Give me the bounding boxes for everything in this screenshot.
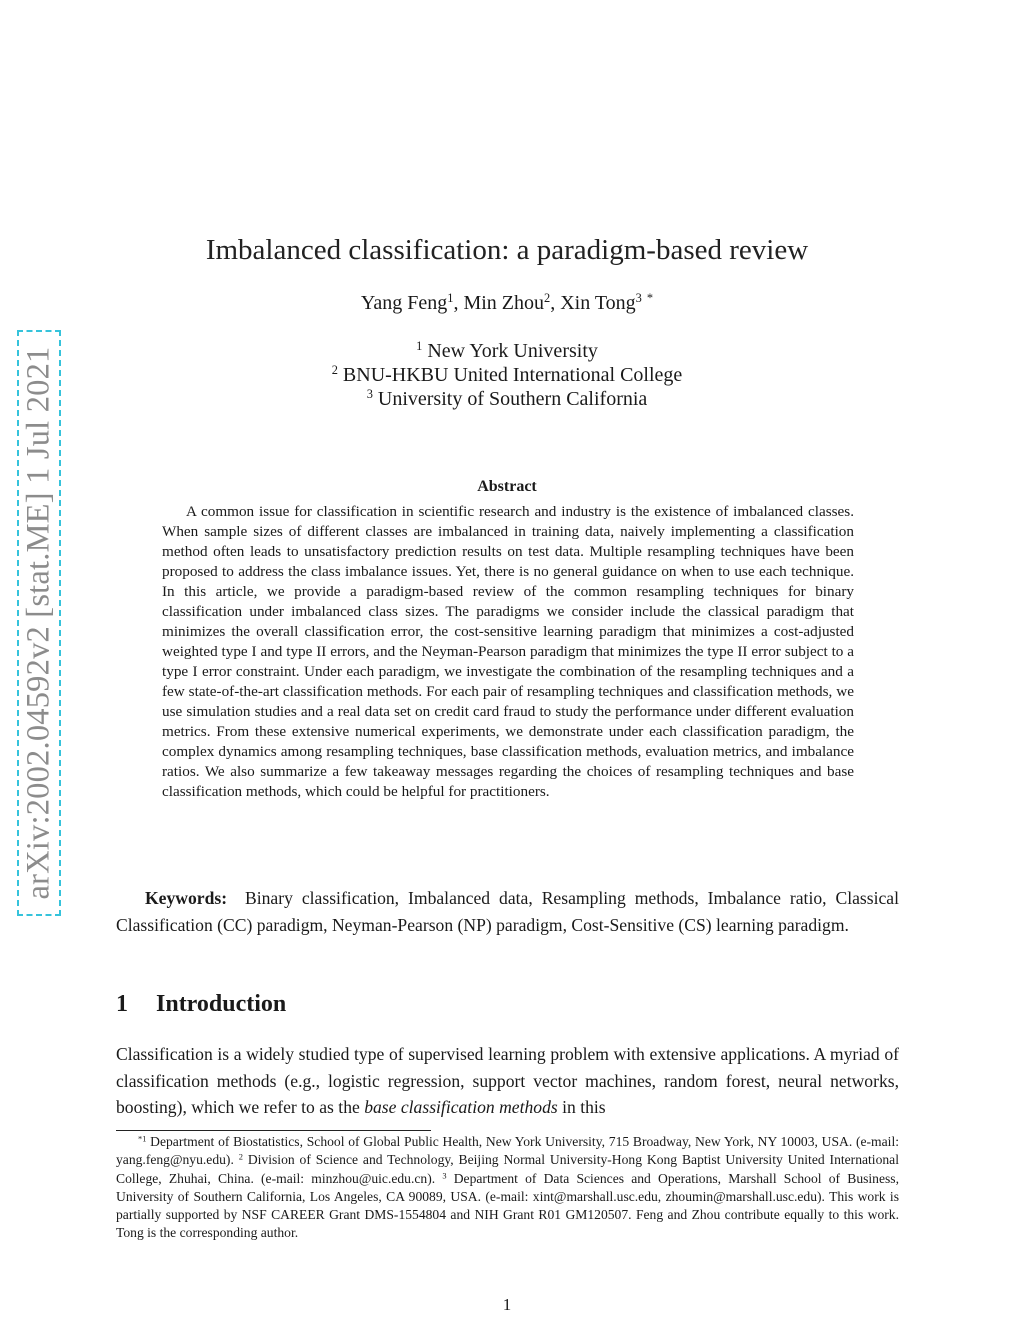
corresponding-mark: * xyxy=(646,291,654,306)
footnote-text: Department of Biostatistics, School of Global Public Health, New York University, 715 Broadway, New York, NY 10003, USA. (e-mail: yang.feng@nyu.edu). xyxy=(116,1134,899,1168)
footnote-text: Department of Data Sciences and Operations, Marshall School of Business, University of Southern California, Los Angeles, CA 90089, USA. (e-mail: xint@marshall.usc.edu, zhoumin@marshall.usc.edu). This work is partially supported by NSF CAREER Grant DMS-1554804 and NIH Grant R01 GM120507. Feng and Zhou contribute equally to this work. Tong is the corresponding author. xyxy=(116,1170,899,1241)
footnote-rule xyxy=(116,1130,431,1131)
intro-emphasis: base classification methods xyxy=(364,1097,558,1117)
affiliation-name: University of Southern California xyxy=(377,388,648,410)
page-number: 1 xyxy=(502,1295,512,1314)
footnote-mark: 3 xyxy=(442,1169,447,1180)
footnote-mark: *1 xyxy=(138,1133,147,1144)
keywords xyxy=(116,885,899,939)
intro-text: Classification is a widely studied type of supervised learning problem with extensive applications. A myriad of classification methods (e.g., logistic regression, support vector machines, random forest, neural networks, boosting), which we refer to as the xyxy=(116,1044,899,1117)
affiliation-mark: 1 xyxy=(416,339,423,354)
author-mark: 2 xyxy=(544,291,551,306)
intro-paragraph xyxy=(116,1041,899,1121)
affiliation-name: BNU-HKBU United International College xyxy=(342,364,683,386)
intro-text-end: in this xyxy=(557,1097,606,1117)
keywords-text: Binary classification, Imbalanced data, Resampling methods, Imbalance ratio, Classical Classification (CC) paradigm, Neyman-Pearson (NP) paradigm, Cost-Sensitive (CS) learning paradigm. xyxy=(116,888,900,935)
affiliation-mark: 2 xyxy=(331,363,338,378)
abstract-heading: Abstract xyxy=(477,478,537,495)
author-name: Yang Feng xyxy=(360,292,448,314)
affiliation-mark: 3 xyxy=(366,387,373,402)
author-name: Min Zhou xyxy=(463,292,544,314)
affiliation-1 xyxy=(0,340,1014,363)
arxiv-stamp-text: arXiv:2002.04592v2 [stat.ME] 1 Jul 2021 xyxy=(20,346,57,900)
section-heading xyxy=(116,991,286,1018)
abstract-body: A common issue for classification in scientific research and industry is the existence of imbalanced classes. When sample sizes of different classes are imbalanced in training data, naively implementing a classification method often leads to unsatisfactory prediction results on test data. Multiple resampling techniques have been proposed to address the class imbalance issues. Yet, there is no general guidance on when to use each technique. In this article, we provide a paradigm-based review of the common resampling techniques for binary classification under imbalanced class sizes. The paradigms we consider include the classical paradigm that minimizes the overall classification error, the cost-sensitive learning paradigm that minimizes a cost-adjusted weighted type I and type II errors, and the Neyman-Pearson paradigm that minimizes the type II error subject to a type I error constraint. Under each paradigm, we investigate the combination of the resampling techniques and a few state-of-the-art classification methods. For each pair of resampling techniques and classification methods, we use simulation studies and a real data set on credit card fraud to study the performance under different evaluation metrics. From these extensive numerical experiments, we demonstrate under each classification paradigm, the complex dynamics among resampling techniques, base classification methods, evaluation metrics, and imbalance ratios. We also summarize a few takeaway messages regarding the choices of resampling techniques and base classification methods, which could be helpful for practitioners. xyxy=(162,503,854,800)
arxiv-stamp xyxy=(17,330,61,916)
author-separator: , xyxy=(453,292,464,314)
paper-title: Imbalanced classification: a paradigm-based review xyxy=(205,234,809,266)
author-separator: , xyxy=(550,292,561,314)
footnote xyxy=(116,1133,899,1243)
author-mark: 1 xyxy=(447,291,454,306)
affiliation-3 xyxy=(0,388,1014,411)
author-mark: 3 xyxy=(635,291,642,306)
footnote-text: Division of Science and Technology, Beijing Normal University-Hong Kong Baptist University United International College, Zhuhai, China. (e-mail: minzhou@uic.edu.cn). xyxy=(116,1152,899,1186)
author-line xyxy=(0,292,1014,315)
keywords-label: Keywords: xyxy=(145,888,228,908)
section-number: 1 xyxy=(116,991,128,1017)
affiliation-2 xyxy=(0,364,1014,387)
author-name: Xin Tong xyxy=(560,292,636,314)
footnote-mark: 2 xyxy=(238,1151,243,1162)
affiliation-name: New York University xyxy=(427,340,598,362)
section-title: Introduction xyxy=(156,991,287,1017)
